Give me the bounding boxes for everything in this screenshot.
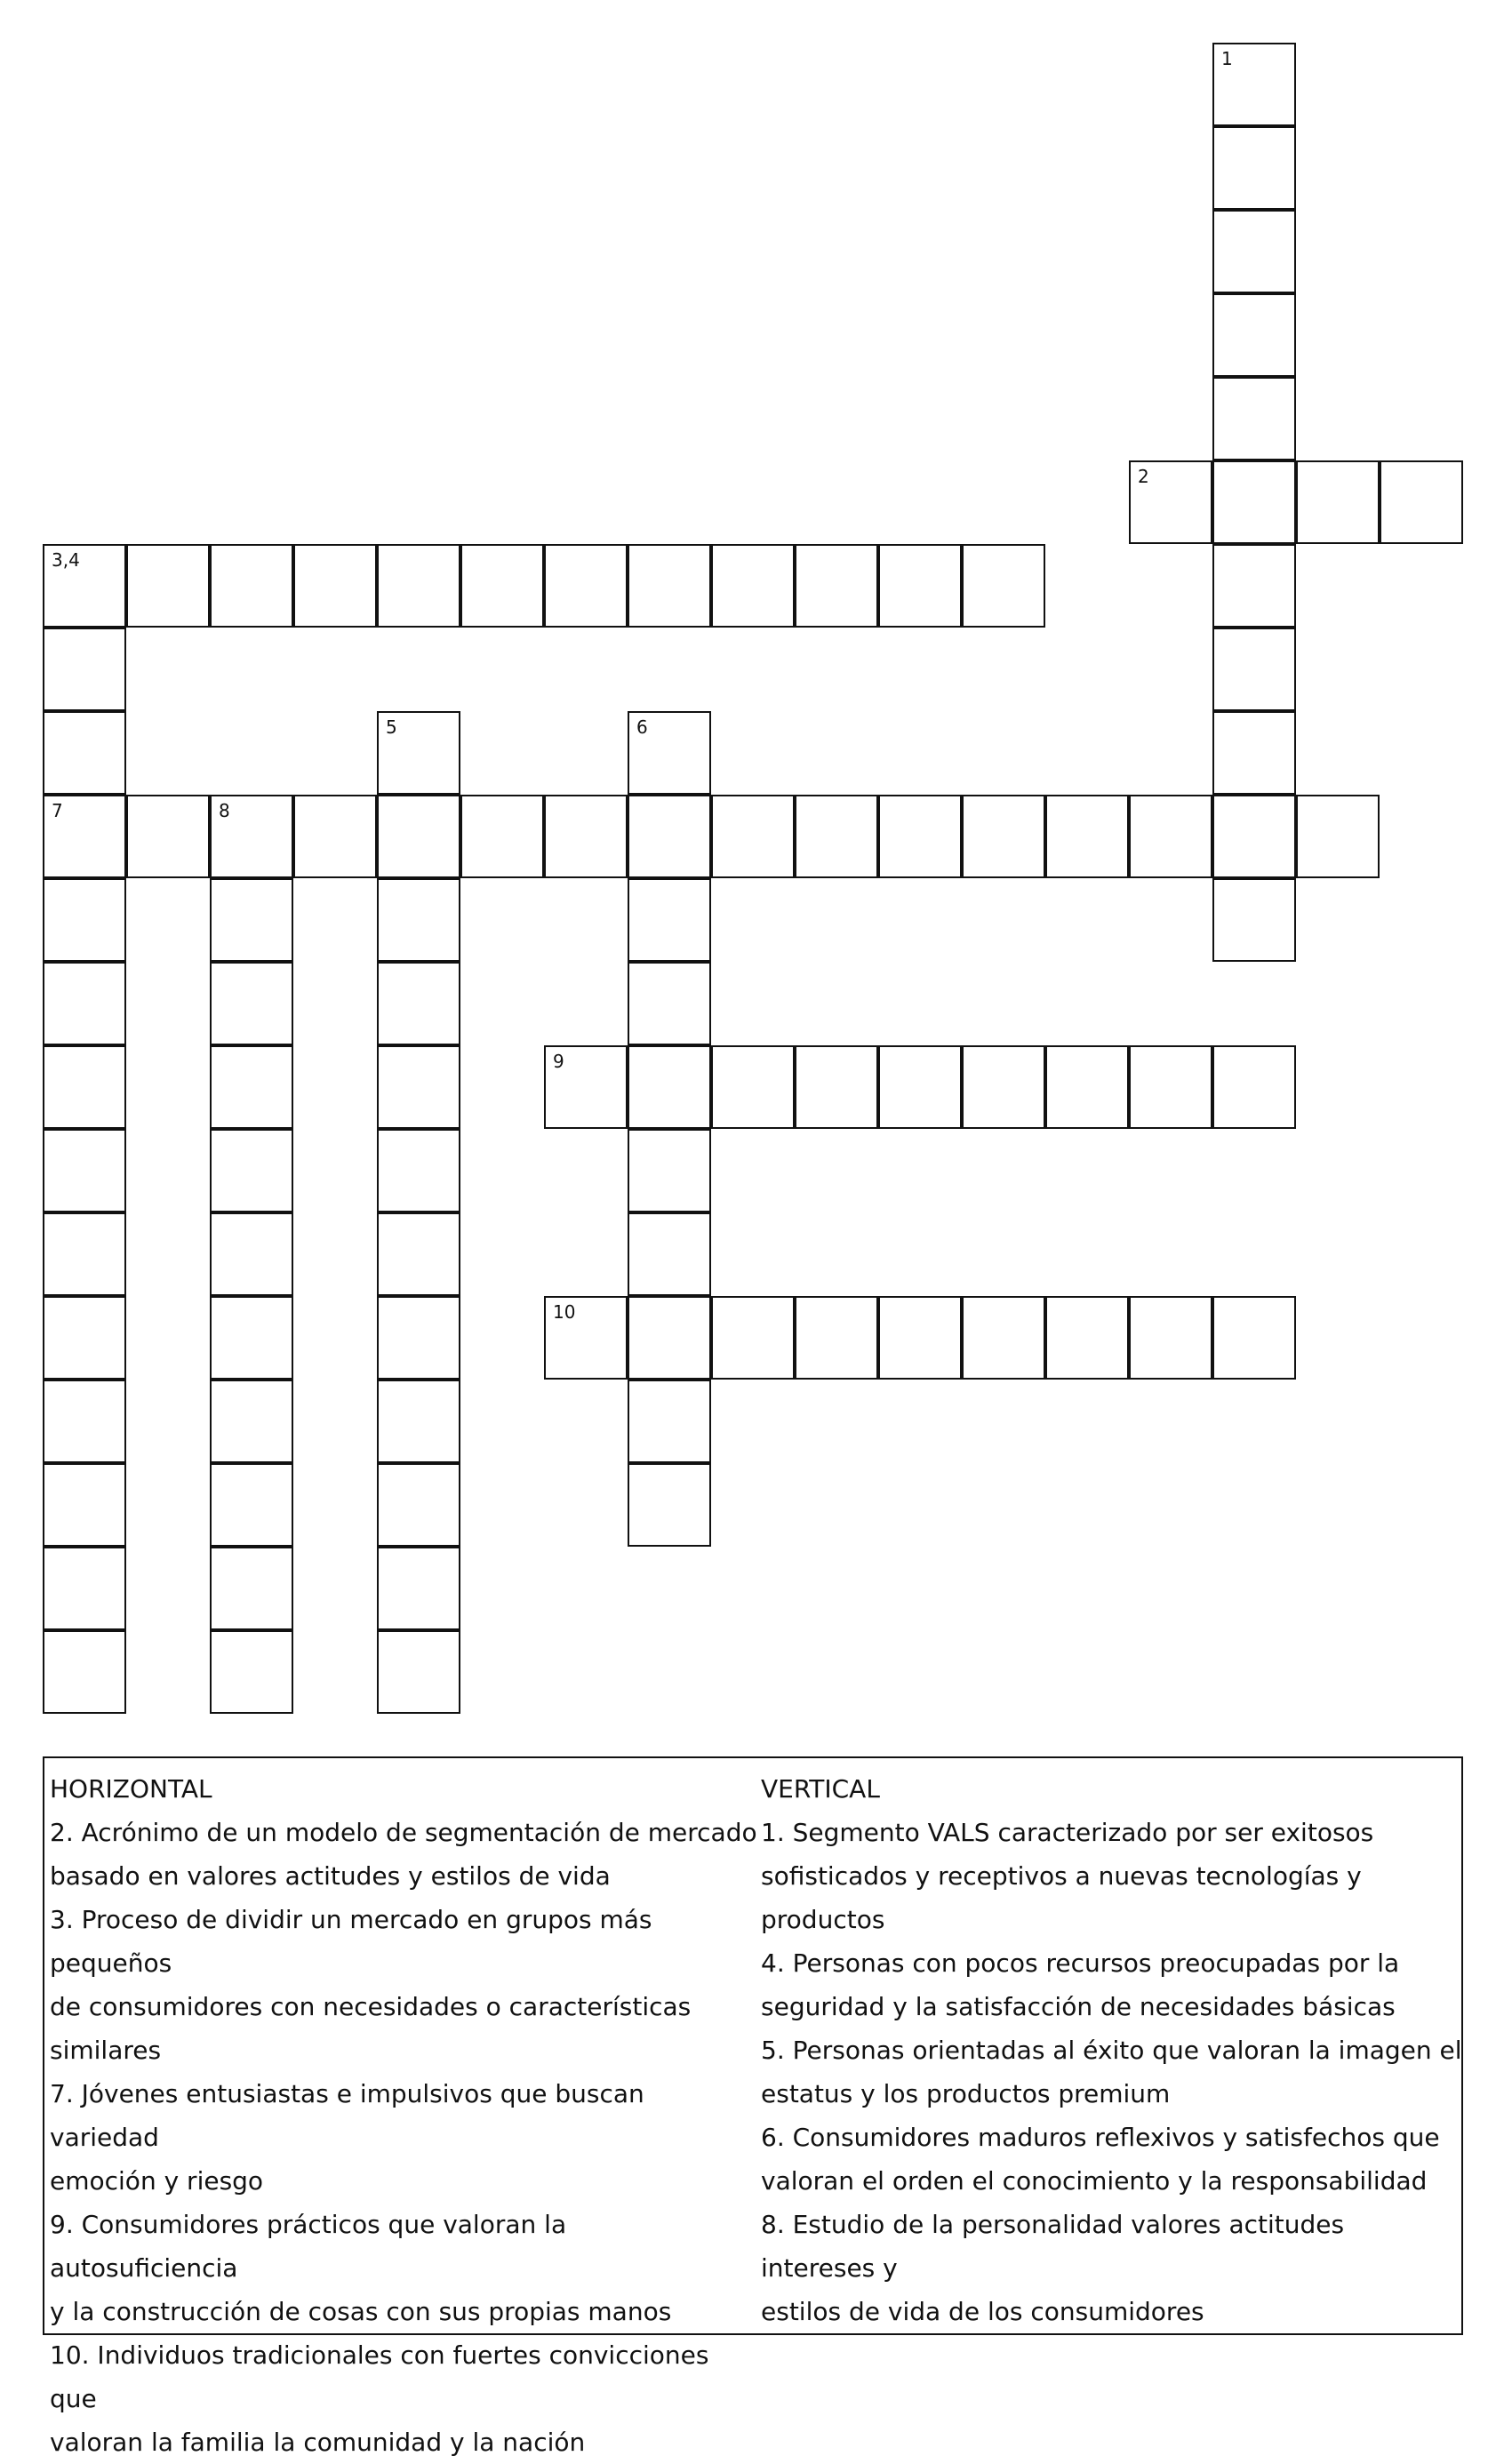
crossword-cell[interactable] <box>1212 711 1296 795</box>
vertical-heading: VERTICAL <box>761 1774 880 1804</box>
crossword-cell[interactable] <box>210 878 293 962</box>
crossword-cell[interactable] <box>377 1045 460 1129</box>
crossword-cell[interactable] <box>628 544 711 628</box>
clue-h3-line2: de consumidores con necesidades o características <box>50 1992 692 2021</box>
crossword-cell[interactable] <box>1212 210 1296 293</box>
crossword-cell[interactable] <box>43 878 126 962</box>
crossword-cell[interactable] <box>628 1380 711 1463</box>
crossword-cell[interactable] <box>962 1296 1045 1380</box>
crossword-cell[interactable] <box>1129 795 1212 878</box>
crossword-cell[interactable] <box>377 1380 460 1463</box>
clue-h7-line2: emoción y riesgo <box>50 2166 264 2196</box>
crossword-cell[interactable] <box>544 1045 628 1129</box>
clue-v6-line1: 6. Consumidores maduros reflexivos y satisfechos que <box>761 2123 1440 2152</box>
clue-number: 9 <box>553 1051 564 1072</box>
clue-v4-line2: seguridad y la satisfacción de necesidades básicas <box>761 1992 1396 2021</box>
crossword-cell[interactable] <box>628 795 711 878</box>
crossword-cell[interactable] <box>377 1630 460 1714</box>
crossword-cell[interactable] <box>43 711 126 795</box>
crossword-cell[interactable] <box>628 878 711 962</box>
crossword-cell[interactable] <box>377 962 460 1045</box>
crossword-cell[interactable] <box>377 1212 460 1296</box>
horizontal-clues <box>50 1767 761 2464</box>
crossword-cell[interactable] <box>711 1045 795 1129</box>
clue-h10-line1: 10. Individuos tradicionales con fuertes convicciones que <box>50 2340 709 2413</box>
crossword-cell[interactable] <box>377 711 460 795</box>
crossword-cell[interactable] <box>962 1045 1045 1129</box>
crossword-cell[interactable] <box>126 544 210 628</box>
clue-number: 5 <box>386 716 397 738</box>
clue-h2-line1: 2. Acrónimo de un modelo de segmentación de mercado <box>50 1818 757 1847</box>
crossword-cell[interactable] <box>210 795 293 878</box>
crossword-cell[interactable] <box>377 1129 460 1212</box>
crossword-cell[interactable] <box>43 1045 126 1129</box>
crossword-cell[interactable] <box>460 544 544 628</box>
crossword-cell[interactable] <box>795 544 878 628</box>
crossword-cell[interactable] <box>43 1547 126 1630</box>
clue-v1-line1: 1. Segmento VALS caracterizado por ser exitosos <box>761 1818 1374 1847</box>
crossword-cell[interactable] <box>962 795 1045 878</box>
crossword-cell[interactable] <box>210 1045 293 1129</box>
clue-v8-line2: estilos de vida de los consumidores <box>761 2297 1204 2326</box>
crossword-cell[interactable] <box>1212 878 1296 962</box>
crossword-cell[interactable] <box>1212 1045 1296 1129</box>
clue-h3-line3: similares <box>50 2036 162 2065</box>
crossword-cell[interactable] <box>126 795 210 878</box>
crossword-cell[interactable] <box>628 1296 711 1380</box>
crossword-cell[interactable] <box>1045 1045 1129 1129</box>
crossword-cell[interactable] <box>210 1129 293 1212</box>
crossword-cell[interactable] <box>1380 460 1463 544</box>
crossword-cell[interactable] <box>210 1463 293 1547</box>
crossword-cell[interactable] <box>544 544 628 628</box>
crossword-cell[interactable] <box>1212 377 1296 460</box>
crossword-cell[interactable] <box>1129 1045 1212 1129</box>
clue-number: 6 <box>636 716 648 738</box>
crossword-cell[interactable] <box>878 544 962 628</box>
crossword-cell[interactable] <box>460 795 544 878</box>
crossword-cell[interactable] <box>628 1212 711 1296</box>
crossword-cell[interactable] <box>1212 126 1296 210</box>
clue-h7-line1: 7. Jóvenes entusiastas e impulsivos que buscan variedad <box>50 2079 644 2152</box>
crossword-cell[interactable] <box>377 1463 460 1547</box>
crossword-cell[interactable] <box>210 544 293 628</box>
crossword-cell[interactable] <box>43 795 126 878</box>
crossword-cell[interactable] <box>711 544 795 628</box>
crossword-cell[interactable] <box>1045 795 1129 878</box>
crossword-cell[interactable] <box>795 795 878 878</box>
crossword-cell[interactable] <box>377 795 460 878</box>
crossword-cell[interactable] <box>210 1547 293 1630</box>
clue-h10-line2: valoran la familia la comunidad y la nación <box>50 2428 586 2457</box>
crossword-cell[interactable] <box>210 1380 293 1463</box>
crossword-cell[interactable] <box>210 1212 293 1296</box>
crossword-cell[interactable] <box>377 1296 460 1380</box>
clue-number: 10 <box>553 1301 576 1323</box>
clue-number: 3,4 <box>52 549 80 571</box>
crossword-cell[interactable] <box>1212 628 1296 711</box>
crossword-cell[interactable] <box>628 1463 711 1547</box>
crossword-cell[interactable] <box>43 1212 126 1296</box>
clue-number: 2 <box>1138 466 1149 487</box>
clue-number: 7 <box>52 800 63 821</box>
crossword-cell[interactable] <box>293 795 377 878</box>
crossword-cell[interactable] <box>43 628 126 711</box>
crossword-cell[interactable] <box>43 1463 126 1547</box>
crossword-cell[interactable] <box>1212 460 1296 544</box>
crossword-cell[interactable] <box>43 1296 126 1380</box>
crossword-cell[interactable] <box>962 544 1045 628</box>
crossword-cell[interactable] <box>43 1630 126 1714</box>
clue-v5-line2: estatus y los productos premium <box>761 2079 1171 2108</box>
crossword-cell[interactable] <box>377 1547 460 1630</box>
clue-h3-line1: 3. Proceso de dividir un mercado en grupos más pequeños <box>50 1905 652 1978</box>
crossword-cell[interactable] <box>377 544 460 628</box>
crossword-cell[interactable] <box>544 1296 628 1380</box>
crossword-cell[interactable] <box>1212 43 1296 126</box>
crossword-cell[interactable] <box>795 1296 878 1380</box>
crossword-cell[interactable] <box>878 1296 962 1380</box>
crossword-cell[interactable] <box>1212 1296 1296 1380</box>
crossword-cell[interactable] <box>1212 544 1296 628</box>
crossword-cell[interactable] <box>377 878 460 962</box>
clue-v8-line1: 8. Estudio de la personalidad valores actitudes intereses y <box>761 2210 1345 2283</box>
crossword-cell[interactable] <box>628 711 711 795</box>
crossword-cell[interactable] <box>628 1129 711 1212</box>
crossword-cell[interactable] <box>1129 460 1212 544</box>
crossword-cell[interactable] <box>711 795 795 878</box>
clue-v1-line2: sofisticados y receptivos a nuevas tecnologías y productos <box>761 1861 1362 1934</box>
clue-h9-line1: 9. Consumidores prácticos que valoran la autosuficiencia <box>50 2210 567 2283</box>
vertical-clues <box>761 1767 1463 2333</box>
clue-v6-line2: valoran el orden el conocimiento y la responsabilidad <box>761 2166 1428 2196</box>
crossword-cell[interactable] <box>628 962 711 1045</box>
crossword-cell[interactable] <box>878 795 962 878</box>
crossword-cell[interactable] <box>1212 795 1296 878</box>
crossword-cell[interactable] <box>210 1296 293 1380</box>
crossword-cell[interactable] <box>43 962 126 1045</box>
crossword-cell[interactable] <box>544 795 628 878</box>
clue-h2-line2: basado en valores actitudes y estilos de vida <box>50 1861 611 1891</box>
crossword-cell[interactable] <box>210 962 293 1045</box>
crossword-cell[interactable] <box>43 544 126 628</box>
crossword-cell[interactable] <box>293 544 377 628</box>
crossword-cell[interactable] <box>878 1045 962 1129</box>
clue-h9-line2: y la construcción de cosas con sus propias manos <box>50 2297 672 2326</box>
crossword-cell[interactable] <box>1212 293 1296 377</box>
crossword-cell[interactable] <box>711 1296 795 1380</box>
clue-number: 1 <box>1221 48 1233 69</box>
crossword-cell[interactable] <box>1045 1296 1129 1380</box>
crossword-cell[interactable] <box>628 1045 711 1129</box>
clue-v4-line1: 4. Personas con pocos recursos preocupadas por la <box>761 1948 1400 1978</box>
crossword-cell[interactable] <box>43 1380 126 1463</box>
clue-number: 8 <box>219 800 230 821</box>
crossword-cell[interactable] <box>1296 460 1380 544</box>
crossword-cell[interactable] <box>210 1630 293 1714</box>
crossword-cell[interactable] <box>43 1129 126 1212</box>
crossword-cell[interactable] <box>1129 1296 1212 1380</box>
crossword-cell[interactable] <box>1296 795 1380 878</box>
clues-panel <box>43 1756 1463 2457</box>
crossword-cell[interactable] <box>795 1045 878 1129</box>
horizontal-heading: HORIZONTAL <box>50 1774 212 1804</box>
clue-v5-line1: 5. Personas orientadas al éxito que valoran la imagen el <box>761 2036 1462 2065</box>
